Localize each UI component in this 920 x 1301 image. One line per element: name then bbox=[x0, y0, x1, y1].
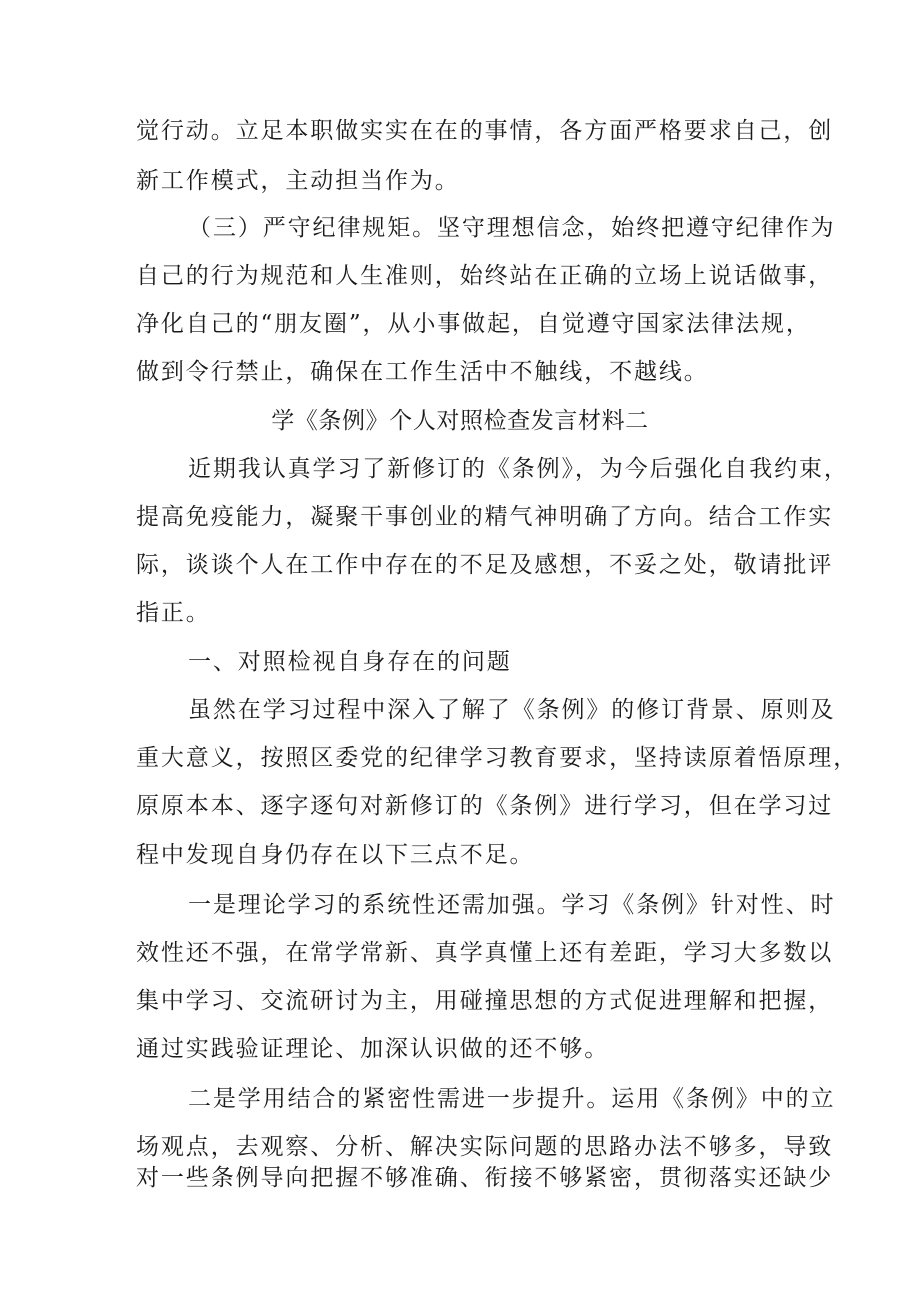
paragraph-line: 原原本本、逐字逐句对新修订的《条例》进行学习，但在学习过 bbox=[136, 793, 834, 819]
paragraph-line: 对一些条例导向把握不够准确、衔接不够紧密，贯彻落实还缺少 bbox=[136, 1165, 834, 1191]
paragraph-line: 自己的行为规范和人生准则，始终站在正确的立场上说话做事， bbox=[136, 263, 834, 289]
paragraph-line: 提高免疫能力，凝聚干事创业的精气神明确了方向。结合工作实 bbox=[136, 504, 834, 530]
paragraph-line: 觉行动。立足本职做实实在在的事情，各方面严格要求自己，创 bbox=[136, 118, 834, 144]
paragraph-line: 虽然在学习过程中深入了解了《条例》的修订背景、原则及 bbox=[188, 697, 836, 723]
section-title: 学《条例》个人对照检查发言材料二 bbox=[271, 408, 649, 434]
paragraph-line: 程中发现自身仍存在以下三点不足。 bbox=[136, 842, 535, 868]
paragraph-line: 效性还不强，在常学常新、真学真懂上还有差距，学习大多数以 bbox=[136, 940, 834, 966]
paragraph-line: 做到令行禁止，确保在工作生活中不触线，不越线。 bbox=[136, 359, 709, 385]
paragraph-line: 场观点，去观察、分析、解决实际问题的思路办法不够多，导致 bbox=[136, 1134, 834, 1160]
paragraph-line: 近期我认真学习了新修订的《条例》，为今后强化自我约束， bbox=[188, 456, 849, 482]
paragraph-line: 指正。 bbox=[136, 600, 211, 626]
paragraph-line: 集中学习、交流研讨为主，用碰撞思想的方式促进理解和把握， bbox=[136, 988, 834, 1014]
paragraph-line: （三）严守纪律规矩。坚守理想信念，始终把遵守纪律作为 bbox=[188, 215, 836, 241]
paragraph-line: 重大意义，按照区委党的纪律学习教育要求，坚持读原着悟原理， bbox=[136, 745, 859, 771]
paragraph-line: 新工作模式，主动担当作为。 bbox=[136, 168, 460, 194]
paragraph-line: 净化自己的“朋友圈”，从小事做起，自觉遵守国家法律法规， bbox=[136, 311, 811, 337]
paragraph-line: 通过实践验证理论、加深认识做的还不够。 bbox=[136, 1036, 610, 1062]
section-heading: 一、对照检视自身存在的问题 bbox=[188, 649, 512, 675]
paragraph-line: 二是学用结合的紧密性需进一步提升。运用《条例》中的立 bbox=[188, 1086, 836, 1112]
paragraph-line: 际，谈谈个人在工作中存在的不足及感想，不妥之处，敬请批评 bbox=[136, 552, 834, 578]
paragraph-line: 一是理论学习的系统性还需加强。学习《条例》针对性、时 bbox=[188, 892, 836, 918]
